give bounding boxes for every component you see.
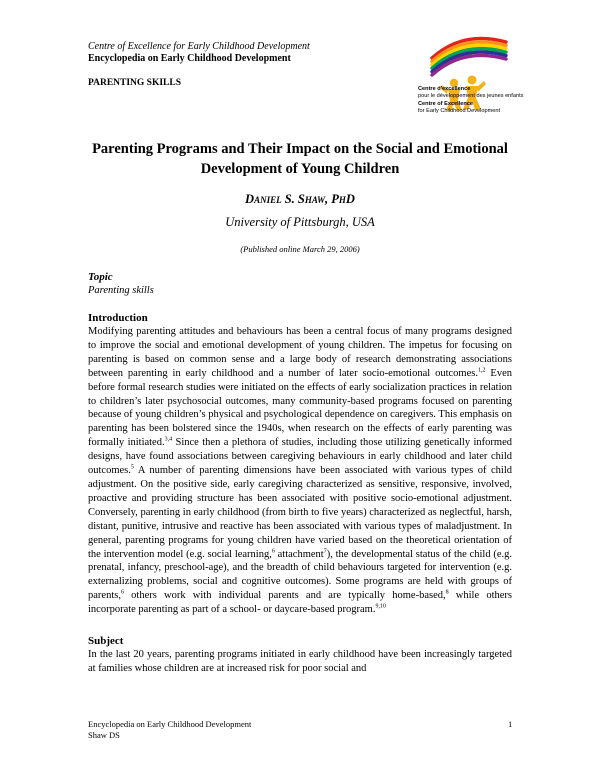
section-tag: PARENTING SKILLS <box>88 78 182 88</box>
header-encyclopedia: Encyclopedia on Early Childhood Development <box>88 53 291 64</box>
logo-text-fr2: pour le développement des jeunes enfants <box>418 92 524 99</box>
introduction-heading: Introduction <box>88 312 148 324</box>
subject-paragraph: In the last 20 years, parenting programs initiated in early childhood have been increasingly targeted at families whose children are at increased risk for poor social and <box>88 649 512 674</box>
footer-encyclopedia: Encyclopedia on Early Childhood Development <box>88 719 252 729</box>
article-title: Parenting Programs and Their Impact on the Social and Emotional Development of Young Children <box>92 141 508 177</box>
intro-text-3: Since then a plethora of studies, including those utilizing genetically informed designs, have found associations between caregiving behaviours in early childhood and later child outcomes. <box>88 437 512 477</box>
intro-text-2: Even before formal research studies were initiated on the effects of early socialization practices in relation to children’s later psychosocial outcomes, many community-based programs focused on parenting because of young children’s physical and psychological dependence on caregivers. This emphasis on parenting has been bolstered since the 1940s, when research on the effects of early parenting was formally initiated. <box>88 367 513 449</box>
intro-text-7: others work with individual parents and are typically home-based, <box>123 590 446 602</box>
intro-text-4: A number of parenting dimensions have been associated with various types of child adjustment. On the positive side, early caregiving characterized as sensitive, responsive, involved, proactive and providing structure has been associated with positive socio-emotional adjustment. Conversely, parenting in early childhood (from birth to five years) characterized as neglectful, harsh, distant, punitive, intrusive and reactive has been associated with various types of maladjustment. In general, parenting programs for young children have varied based on the theoretical orientation of the intervention model (e.g. social learning, <box>88 465 512 560</box>
ref-7: 8 <box>445 589 449 596</box>
ref-3: 5 <box>130 464 134 471</box>
article-affiliation: University of Pittsburgh, USA <box>225 215 375 229</box>
ref-1: 1,2 <box>477 367 486 374</box>
header-org: Centre of Excellence for Early Childhood Development <box>88 41 310 52</box>
intro-text-6: ), the developmental status of the child (e.g. prenatal, infancy, preschool-age), and the breadth of child behaviours targeted for intervention (e.g. externalizing problems, social and cognitive outcomes). Some programs are held with groups of parents, <box>88 548 513 602</box>
introduction-paragraph <box>88 325 512 617</box>
subject-heading: Subject <box>88 635 124 647</box>
logo-text-en2: for Early Childhood Development <box>418 107 501 114</box>
topic-value: Parenting skills <box>88 285 154 296</box>
ref-4: 6 <box>271 548 275 554</box>
ref-5: 7 <box>323 548 327 554</box>
published-date: (Published online March 29, 2006) <box>240 244 360 254</box>
ref-8: 9,10 <box>375 603 386 610</box>
ref-6: 6 <box>120 589 124 596</box>
intro-text-8: while others incorporate parenting as part of a school- or daycare-based program. <box>88 590 512 616</box>
logo-text-fr1: Centre d'excellence <box>418 86 471 92</box>
topic-heading: Topic <box>88 271 113 283</box>
logo-text-en1: Centre of Excellence <box>418 101 474 108</box>
intro-text-5: attachment <box>274 548 324 560</box>
footer <box>88 719 251 741</box>
logo-caption <box>418 86 528 114</box>
page-number: 1 <box>508 719 513 729</box>
article-author: Daniel S. Shaw, PhD <box>245 192 355 206</box>
footer-author: Shaw DS <box>88 730 120 740</box>
intro-text-1: Modifying parenting attitudes and behaviours has been a central focus of many programs designed to improve the social and emotional development of young children. The impetus for focusing on parenting is based on common sense and a large body of research demonstrating associations between parenting in early childhood and a number of later socio-emotional outcomes. <box>88 326 512 379</box>
ref-2: 3,4 <box>164 436 173 443</box>
